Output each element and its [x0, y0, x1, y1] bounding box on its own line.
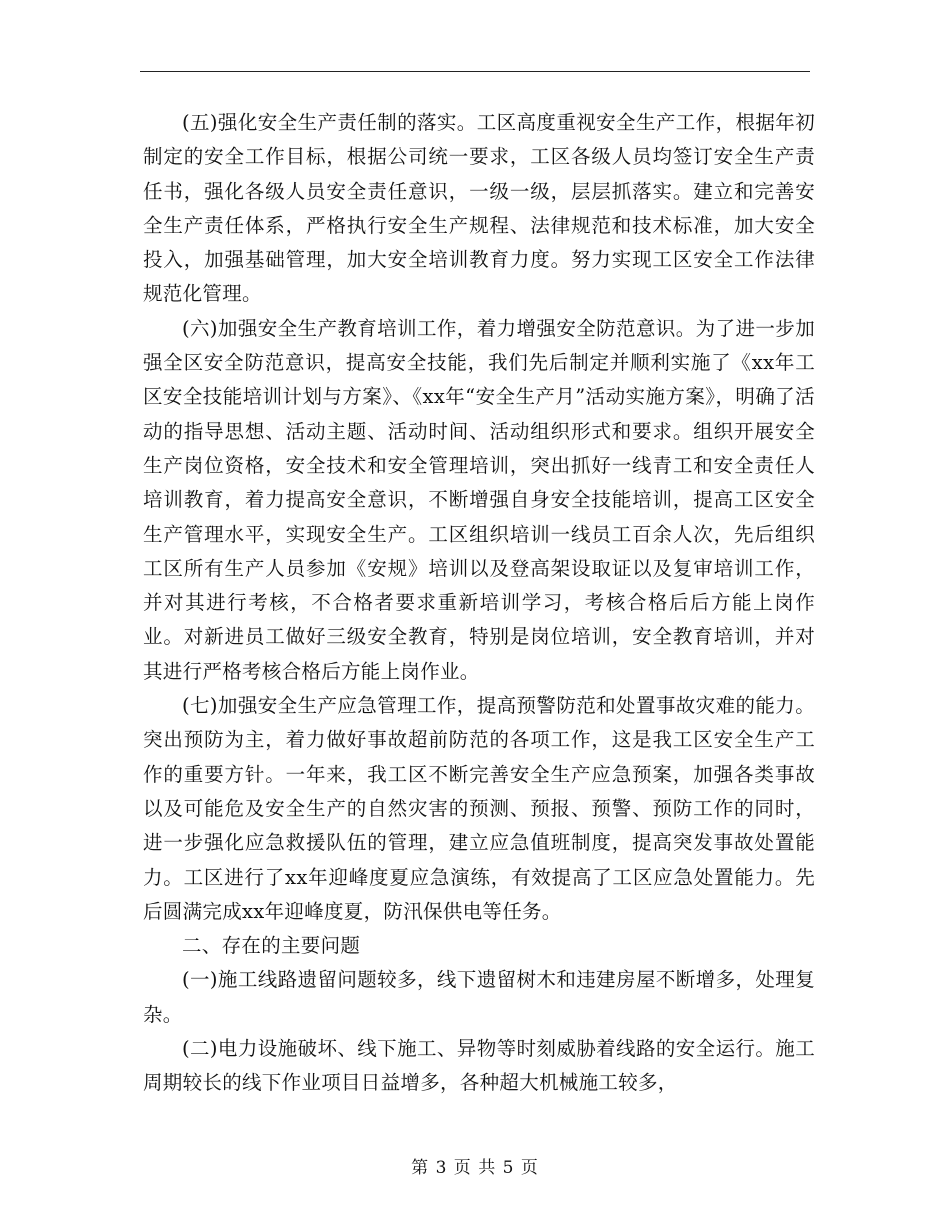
paragraph-section-5: (五)强化安全生产责任制的落实。工区高度重视安全生产工作，根据年初制定的安全工作目标，根据公司统一要求，工区各级人员均签订安全生产责任书，强化各级人员安全责任意识，一级一级，层层抓落实。建立和完善安全生产责任体系，严格执行安全生产规程、法律规范和技术标准，加大安全投入，加强基础管理，加大安全培训教育力度。努力实现工区安全工作法律规范化管理。	[143, 111, 815, 306]
paragraph-section-6: (六)加强安全生产教育培训工作，着力增强安全防范意识。为了进一步加强全区安全防范意识，提高安全技能，我们先后制定并顺利实施了《xx年工区安全技能培训计划与方案》、《xx年“安全生产月”活动实施方案》，明确了活动的指导思想、活动主题、活动时间、活动组织形式和要求。组织开展安全生产岗位资格，安全技术和安全管理培训，突出抓好一线青工和安全责任人培训教育，着力提高安全意识，不断增强自身安全技能培训，提高工区安全生产管理水平，实现安全生产。工区组织培训一线员工百余人次，先后组织工区所有生产人员参加《安规》培训以及登高架设取证以及复审培训工作，并对其进行考核，不合格者要求重新培训学习，考核合格后后方能上岗作业。对新进员工做好三级安全教育，特别是岗位培训，安全教育培训，并对其进行严格考核合格后方能上岗作业。	[143, 316, 815, 683]
paragraph-problem-2: (二)电力设施破坏、线下施工、异物等时刻威胁着线路的安全运行。施工周期较长的线下作业项目日益增多，各种超大机械施工较多，	[143, 1037, 815, 1095]
section-heading-main-problems: 二、存在的主要问题	[182, 934, 361, 958]
header-rule	[140, 71, 810, 72]
paragraph-problem-1: (一)施工线路遗留问题较多，线下遗留树木和违建房屋不断增多，处理复杂。	[143, 968, 815, 1026]
paragraph-section-7: (七)加强安全生产应急管理工作，提高预警防范和处置事故灾难的能力。突出预防为主，着力做好事故超前防范的各项工作，这是我工区安全生产工作的重要方针。一年来，我工区不断完善安全生产应急预案，加强各类事故以及可能危及安全生产的自然灾害的预测、预报、预警、预防工作的同时，进一步强化应急救援队伍的管理，建立应急值班制度，提高突发事故处置能力。工区进行了xx年迎峰度夏应急演练，有效提高了工区应急处置能力。先后圆满完成xx年迎峰度夏，防汛保供电等任务。	[143, 694, 815, 923]
page-number-footer: 第 3 页 共 5 页	[411, 1158, 539, 1178]
document-body	[143, 106, 815, 1101]
